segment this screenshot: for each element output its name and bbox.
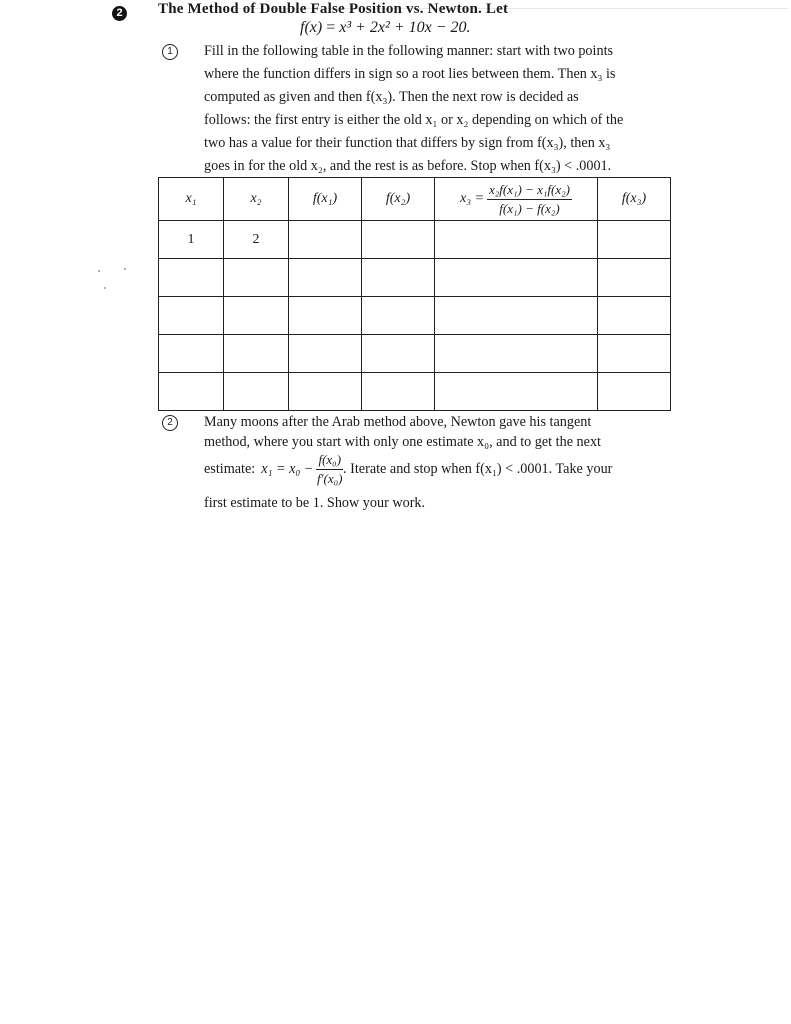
table-cell[interactable] (224, 297, 289, 335)
part1-line: two has a value for their function that differs by sign from f(x₃), then x₃ (204, 135, 611, 151)
part2-line: Many moons after the Arab method above, Newton gave his tangent (204, 414, 592, 430)
table-cell[interactable] (289, 335, 362, 373)
header-x1: x₁ (159, 178, 224, 221)
part2-intro (204, 412, 672, 452)
table-cell[interactable] (289, 373, 362, 411)
table-cell[interactable] (224, 373, 289, 411)
table-cell[interactable] (224, 335, 289, 373)
part2-line: method, where you start with only one estimate x₀, and to get the next (204, 434, 601, 450)
scan-speck (98, 270, 100, 272)
problem-number-badge: 2 (112, 6, 127, 21)
part1-line: follows: the first entry is either the old x₁ or x₂ depending on which of the (204, 112, 624, 128)
table-cell[interactable] (159, 259, 224, 297)
part1-marker: 1 (162, 44, 178, 60)
table-cell[interactable] (362, 335, 435, 373)
function-rhs: x³ + 2x² + 10x − 20. (339, 19, 471, 36)
table-row (159, 335, 671, 373)
table-header-row (159, 178, 671, 221)
table-cell[interactable] (435, 221, 598, 259)
header-fx1: f(x₁) (289, 178, 362, 221)
table-row (159, 297, 671, 335)
function-definition: f(x) = x³ + 2x² + 10x − 20. (300, 19, 471, 36)
table-cell[interactable]: 2 (224, 221, 289, 259)
table-cell[interactable] (289, 259, 362, 297)
table-cell[interactable] (598, 221, 671, 259)
function-lhs: f(x) (300, 19, 323, 36)
problem-title: The Method of Double False Position vs. Newton. Let (158, 1, 509, 17)
scan-speck (124, 268, 126, 270)
table-cell[interactable] (362, 259, 435, 297)
table-cell[interactable] (435, 373, 598, 411)
table-row (159, 221, 671, 259)
table-row (159, 259, 671, 297)
table-cell[interactable] (362, 373, 435, 411)
table-cell[interactable] (289, 221, 362, 259)
newton-fraction (316, 452, 343, 487)
part1-line: where the function differs in sign so a root lies between them. Then x₃ is (204, 66, 616, 82)
table-cell[interactable] (598, 297, 671, 335)
table-cell[interactable] (289, 297, 362, 335)
false-position-table (158, 177, 671, 411)
part1-instructions (204, 40, 672, 178)
header-x2: x₂ (224, 178, 289, 221)
estimate-tail: . Iterate and stop when f(x₁) < .0001. Take your (343, 461, 613, 477)
table-cell[interactable] (598, 259, 671, 297)
part1-line: Fill in the following table in the following manner: start with two points (204, 43, 614, 59)
estimate-lhs: x₁ = x₀ − (261, 461, 314, 477)
x3-denominator: f(x₁) − f(x₂) (499, 200, 560, 216)
part1-line: goes in for the old x₂, and the rest is as before. Stop when f(x₃) < .0001. (204, 158, 612, 174)
header-fx3: f(x₃) (598, 178, 671, 221)
part2-last-line: first estimate to be 1. Show your work. (204, 495, 426, 511)
newton-denominator: f′(x₀) (317, 471, 343, 486)
table-cell[interactable] (435, 297, 598, 335)
table-cell[interactable] (159, 335, 224, 373)
scan-speck (104, 287, 106, 289)
header-fx2: f(x₂) (362, 178, 435, 221)
newton-numerator: f(x₀) (316, 452, 343, 470)
x3-numerator: x₂f(x₁) − x₁f(x₂) (487, 182, 572, 200)
part1-line: computed as given and then f(x₃). Then the next row is decided as (204, 89, 579, 105)
table-cell[interactable]: 1 (159, 221, 224, 259)
table-cell[interactable] (598, 335, 671, 373)
newton-estimate-line (204, 452, 612, 487)
table-cell[interactable] (159, 373, 224, 411)
table-cell[interactable] (159, 297, 224, 335)
table-cell[interactable] (224, 259, 289, 297)
x3-fraction (487, 182, 572, 217)
table-row (159, 373, 671, 411)
table-cell[interactable] (598, 373, 671, 411)
table-cell[interactable] (435, 335, 598, 373)
x3-lhs: x₃ = (459, 191, 485, 206)
estimate-label: estimate: (204, 461, 256, 477)
header-x3-formula (435, 178, 598, 221)
table-cell[interactable] (362, 221, 435, 259)
table-cell[interactable] (362, 297, 435, 335)
table-cell[interactable] (435, 259, 598, 297)
part2-marker: 2 (162, 415, 178, 431)
